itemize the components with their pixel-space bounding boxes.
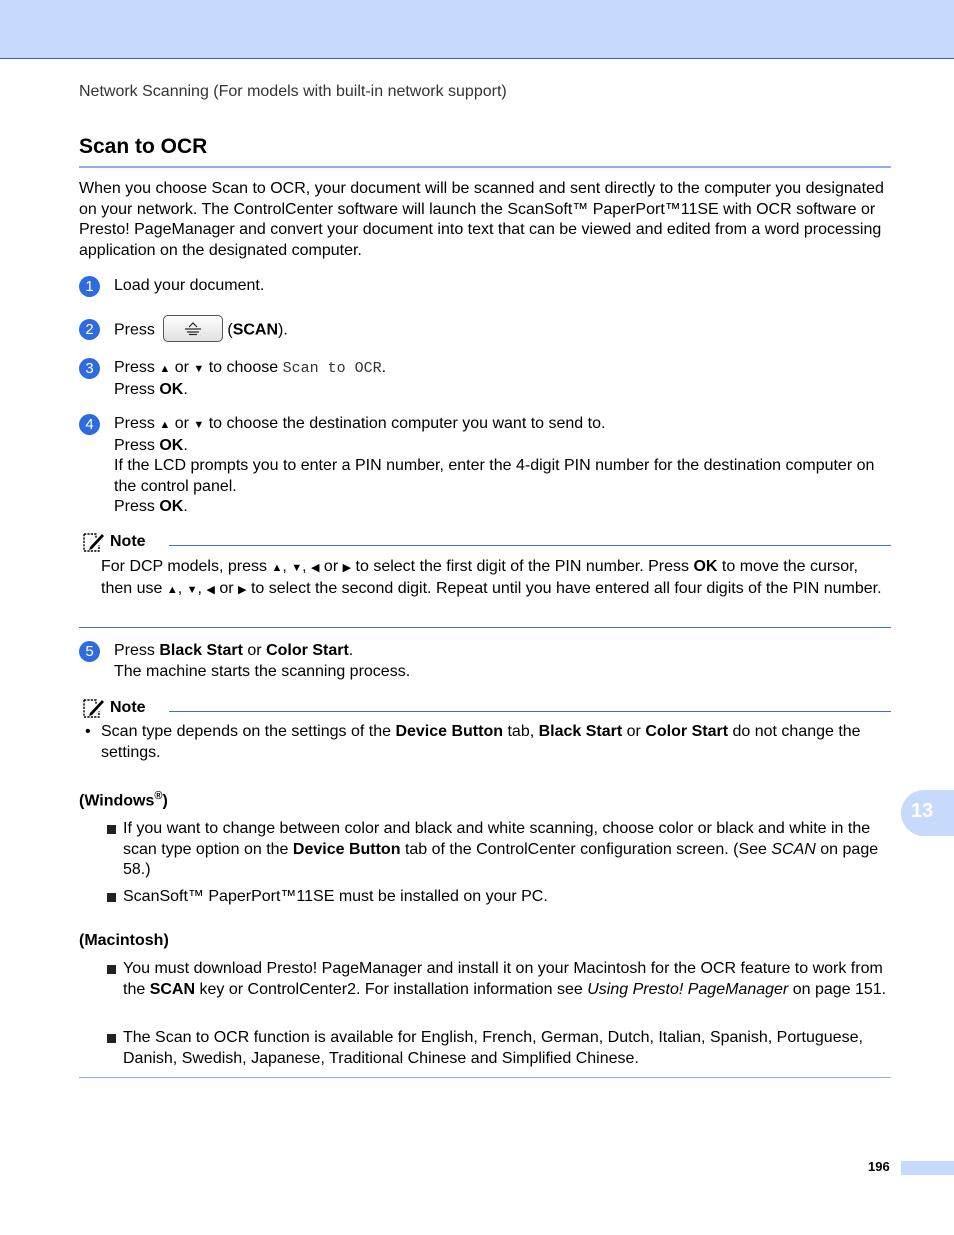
windows-item-2: ScanSoft™ PaperPort™11SE must be installed on your PC. (123, 888, 548, 905)
step-2-text: Press (SCAN). (114, 319, 891, 342)
step-number-1: 1 (79, 276, 100, 297)
square-bullet (107, 965, 116, 974)
step-number-2: 2 (79, 319, 100, 340)
step-1-text: Load your document. (114, 277, 265, 294)
windows-item-1: If you want to change between color and black and white scanning, choose color or black and white in the scan type option on the Device Button tab of the ControlCenter configuration screen. (See SCAN on page 58.) (123, 820, 879, 878)
note-pencil-icon (81, 696, 105, 720)
page-number: 196 (868, 1159, 890, 1174)
down-arrow-icon: ▼ (193, 363, 205, 375)
down-arrow-icon: ▼ (193, 419, 205, 431)
presto-reference-link[interactable]: Using Presto! PageManager (587, 980, 789, 998)
up-arrow-icon: ▲ (159, 419, 171, 431)
square-bullet (107, 893, 116, 902)
square-bullet (107, 825, 116, 834)
step-4-pin-text: If the LCD prompts you to enter a PIN number, enter the 4-digit PIN number for the destination computer on the control panel. (114, 457, 875, 495)
note-2-rule (169, 711, 891, 712)
note-2-text: Scan type depends on the settings of the Device Button tab, Black Start or Color Start do not change the settings. (101, 723, 861, 761)
square-bullet (107, 1034, 116, 1043)
step-number-3: 3 (79, 358, 100, 379)
scan-reference-link[interactable]: SCAN (771, 840, 816, 858)
step-number-4: 4 (79, 414, 100, 435)
step-number-5: 5 (79, 641, 100, 662)
note-1-text: For DCP models, press ▲, ▼, ◀ or ▶ to select the first digit of the PIN number. Press OK to move the cursor, then use ▲, ▼, ◀ or ▶ to select the second digit. Repeat until you have entered all four digits of the PIN number. (101, 558, 882, 597)
macintosh-item-1: You must download Presto! PageManager and install it on your Macintosh for the OCR feature to work from the SCAN key or ControlCenter2. For installation information see Using Presto! PageManager on page 151. (123, 960, 887, 998)
note-1-end-rule (79, 627, 891, 628)
step-4-line-2: Press OK. (114, 436, 188, 454)
step-5-line-2: The machine starts the scanning process. (114, 662, 411, 680)
note-2-bullet: • (85, 723, 91, 740)
section-end-rule (79, 1077, 891, 1078)
scan-key-label: SCAN (232, 321, 279, 339)
ok-key-label: OK (159, 380, 184, 398)
page-number-bar (901, 1161, 954, 1175)
up-arrow-icon: ▲ (159, 363, 171, 375)
running-header: Network Scanning (For models with built-in network support) (79, 83, 507, 100)
macintosh-item-2: The Scan to OCR function is available for English, French, German, Dutch, Italian, Spanish, Portuguese, Danish, Swedish, Japanese, Traditional Chinese and Simplified Chinese. (123, 1029, 863, 1067)
windows-heading: (Windows®) (79, 790, 168, 810)
top-banner (0, 0, 954, 59)
note-2-header (79, 696, 891, 720)
step-4-line-1: Press ▲ or ▼ to choose the destination computer you want to send to. (114, 415, 606, 432)
intro-paragraph: When you choose Scan to OCR, your document will be scanned and sent directly to the computer you designated on your network. The ControlCenter software will launch the ScanSoft™ PaperPort™11SE with OCR software or Presto! PageManager and convert your document into text that can be viewed and edited from a word processing application on the designated computer. (79, 180, 884, 259)
step-5-line-1: Press Black Start or Color Start. (114, 642, 354, 659)
note-pencil-icon (81, 530, 105, 554)
lcd-menu-scan-to-ocr: Scan to OCR (282, 360, 382, 377)
section-title: Scan to OCR (79, 135, 208, 158)
note-1-rule (169, 545, 891, 546)
macintosh-heading: (Macintosh) (79, 932, 169, 949)
note-1-label: Note (110, 533, 146, 550)
title-rule (79, 166, 891, 168)
step-3-line-1: Press ▲ or ▼ to choose Scan to OCR. (114, 359, 387, 377)
note-1-header (79, 530, 891, 554)
scan-key-icon (163, 315, 223, 342)
step-4-line-4: Press OK. (114, 498, 188, 515)
chapter-tab[interactable] (901, 790, 954, 836)
step-3-line-2: Press OK. (114, 380, 188, 398)
chapter-number: 13 (911, 800, 934, 822)
note-2-label: Note (110, 699, 146, 716)
